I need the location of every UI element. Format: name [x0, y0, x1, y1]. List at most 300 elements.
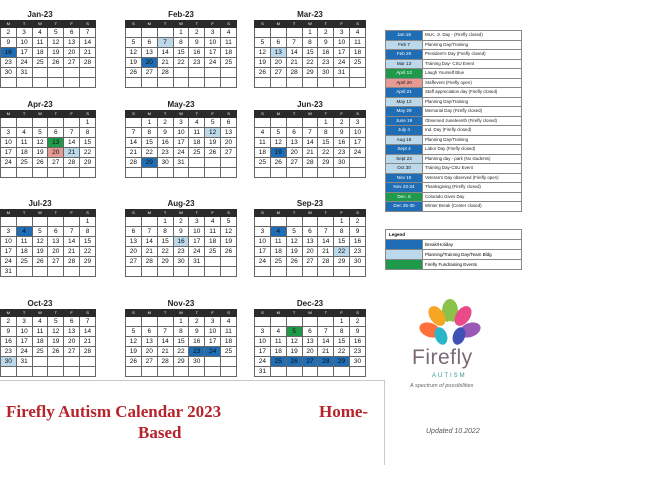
day-cell: 16	[350, 337, 366, 347]
day-cell: 4	[189, 118, 205, 128]
day-cell: 3	[205, 317, 221, 327]
day-cell: 27	[141, 357, 157, 367]
weekday-header: F	[64, 310, 80, 317]
day-cell: 18	[32, 337, 48, 347]
empty-cell	[16, 267, 32, 277]
weekday-header: F	[64, 210, 80, 217]
day-cell: 14	[80, 327, 96, 337]
day-cell: 24	[0, 257, 16, 267]
day-cell: 23	[173, 247, 189, 257]
weekday-header: M	[0, 21, 16, 28]
month-title: Jun-23	[297, 100, 323, 109]
empty-cell	[318, 168, 334, 178]
day-cell: 15	[334, 337, 350, 347]
empty-cell	[80, 267, 96, 277]
day-cell: 23	[350, 247, 366, 257]
events-table	[385, 30, 522, 212]
day-cell: 11	[16, 237, 32, 247]
empty-cell	[80, 367, 96, 377]
empty-cell	[80, 68, 96, 78]
day-cell: 10	[0, 237, 16, 247]
event-date: Feb 7	[386, 40, 423, 50]
weekday-header: F	[205, 21, 221, 28]
empty-cell	[0, 168, 16, 178]
weekday-header: W	[173, 310, 189, 317]
weekday-header: S	[350, 111, 366, 118]
empty-cell	[270, 118, 286, 128]
weekday-header: S	[350, 210, 366, 217]
empty-cell	[32, 78, 48, 88]
empty-cell	[255, 267, 271, 277]
day-cell: 26	[255, 68, 271, 78]
weekday-header: W	[173, 111, 189, 118]
empty-cell	[270, 217, 286, 227]
day-cell: 9	[157, 128, 173, 138]
day-cell: 19	[286, 247, 302, 257]
event-text: Staffevent (Firefly open)	[423, 78, 522, 88]
day-cell: 8	[334, 327, 350, 337]
empty-cell	[157, 28, 173, 38]
empty-cell	[32, 267, 48, 277]
day-cell: 2	[350, 217, 366, 227]
day-cell: 25	[270, 357, 286, 367]
day-cell: 29	[318, 158, 334, 168]
empty-cell	[48, 367, 64, 377]
day-cell: 22	[334, 347, 350, 357]
day-cell: 10	[189, 227, 205, 237]
empty-cell	[16, 367, 32, 377]
weekday-header: T	[16, 310, 32, 317]
day-cell: 15	[157, 237, 173, 247]
day-cell: 28	[141, 257, 157, 267]
day-cell: 23	[189, 58, 205, 68]
empty-cell	[255, 118, 271, 128]
empty-cell	[221, 367, 237, 377]
day-cell: 7	[141, 227, 157, 237]
event-row	[386, 40, 522, 50]
weekday-header: T	[16, 210, 32, 217]
empty-cell	[350, 168, 366, 178]
empty-cell	[286, 28, 302, 38]
empty-cell	[126, 118, 142, 128]
weekday-header: S	[221, 210, 237, 217]
day-cell: 1	[141, 118, 157, 128]
empty-cell	[141, 168, 157, 178]
day-cell: 31	[189, 257, 205, 267]
day-cell: 11	[255, 138, 271, 148]
legend-table	[385, 229, 522, 270]
day-cell: 25	[221, 347, 237, 357]
day-cell: 6	[286, 128, 302, 138]
day-cell: 25	[16, 257, 32, 267]
day-cell: 3	[205, 28, 221, 38]
empty-cell	[141, 317, 157, 327]
empty-cell	[350, 267, 366, 277]
day-cell: 22	[173, 58, 189, 68]
event-row	[386, 31, 522, 41]
day-cell: 7	[80, 317, 96, 327]
weekday-header: S	[350, 310, 366, 317]
empty-cell	[48, 68, 64, 78]
day-cell: 7	[64, 128, 80, 138]
day-cell: 20	[286, 148, 302, 158]
event-date: May 29	[386, 107, 423, 117]
weekday-header: S	[350, 21, 366, 28]
weekday-header: T	[48, 111, 64, 118]
empty-cell	[64, 68, 80, 78]
day-cell: 18	[221, 48, 237, 58]
day-cell: 26	[221, 247, 237, 257]
day-cell: 21	[318, 247, 334, 257]
day-cell: 18	[16, 247, 32, 257]
empty-cell	[255, 28, 271, 38]
day-cell: 17	[0, 148, 16, 158]
day-cell: 5	[286, 227, 302, 237]
day-cell: 9	[189, 327, 205, 337]
day-cell: 2	[0, 317, 16, 327]
day-cell: 20	[270, 58, 286, 68]
day-cell: 28	[64, 257, 80, 267]
day-cell: 21	[286, 58, 302, 68]
day-cell: 19	[255, 58, 271, 68]
brand-sub: AUTISM	[432, 373, 467, 379]
weekday-header: T	[16, 21, 32, 28]
day-cell: 8	[141, 128, 157, 138]
day-cell: 18	[270, 347, 286, 357]
empty-cell	[141, 217, 157, 227]
day-cell: 17	[255, 247, 271, 257]
weekday-header: M	[270, 21, 286, 28]
event-date: Dec 25-30	[386, 202, 423, 212]
weekday-header: T	[189, 21, 205, 28]
day-cell: 5	[270, 128, 286, 138]
day-cell: 5	[286, 327, 302, 337]
day-cell: 2	[0, 28, 16, 38]
day-cell: 21	[80, 48, 96, 58]
day-cell: 28	[286, 68, 302, 78]
day-cell: 26	[32, 257, 48, 267]
month-title: Nov-23	[167, 299, 195, 308]
day-cell: 10	[205, 327, 221, 337]
empty-cell	[48, 267, 64, 277]
weekday-header: T	[318, 111, 334, 118]
event-date: Dec. 5	[386, 192, 423, 202]
day-cell: 20	[302, 247, 318, 257]
day-cell: 19	[205, 138, 221, 148]
weekday-header: F	[334, 310, 350, 317]
weekday-header: S	[80, 210, 96, 217]
day-cell: 20	[48, 148, 64, 158]
empty-cell	[141, 367, 157, 377]
event-row	[386, 202, 522, 212]
day-cell: 3	[189, 217, 205, 227]
empty-cell	[126, 267, 142, 277]
empty-cell	[270, 367, 286, 377]
weekday-header: S	[126, 111, 142, 118]
empty-cell	[221, 357, 237, 367]
empty-cell	[141, 267, 157, 277]
day-cell: 31	[16, 68, 32, 78]
event-date: Nov 10	[386, 173, 423, 183]
day-cell: 3	[255, 227, 271, 237]
day-cell: 14	[286, 48, 302, 58]
day-cell: 28	[64, 158, 80, 168]
empty-cell	[173, 168, 189, 178]
weekday-header: F	[64, 111, 80, 118]
legend-label: Firefly Fundraising Events	[423, 260, 522, 270]
event-date: June 19	[386, 116, 423, 126]
day-cell: 9	[189, 38, 205, 48]
day-cell: 28	[157, 68, 173, 78]
day-cell: 19	[286, 347, 302, 357]
day-cell: 2	[318, 28, 334, 38]
event-date: Mar 13	[386, 59, 423, 69]
empty-cell	[157, 78, 173, 88]
day-cell: 6	[126, 227, 142, 237]
day-cell: 17	[205, 337, 221, 347]
day-cell: 8	[334, 227, 350, 237]
month-calendar	[125, 199, 237, 277]
day-cell: 11	[32, 38, 48, 48]
empty-cell	[302, 217, 318, 227]
weekday-header: M	[270, 111, 286, 118]
event-text: Ind. Day (Firefly closed)	[423, 126, 522, 136]
day-cell: 4	[16, 227, 32, 237]
day-cell: 27	[302, 257, 318, 267]
day-cell: 1	[80, 217, 96, 227]
empty-cell	[16, 217, 32, 227]
empty-cell	[64, 267, 80, 277]
month-title: May-23	[167, 100, 195, 109]
day-cell: 22	[173, 347, 189, 357]
month-title: Apr-23	[27, 100, 53, 109]
event-text: Staff appreciation day (Firefly closed)	[423, 88, 522, 98]
day-cell: 16	[189, 337, 205, 347]
empty-cell	[64, 118, 80, 128]
empty-cell	[189, 68, 205, 78]
day-cell: 20	[64, 48, 80, 58]
event-date: July 4	[386, 126, 423, 136]
day-cell: 15	[318, 138, 334, 148]
empty-cell	[221, 78, 237, 88]
event-text: Planning Day/Training	[423, 40, 522, 50]
empty-cell	[286, 78, 302, 88]
empty-cell	[126, 78, 142, 88]
day-cell: 7	[157, 327, 173, 337]
day-cell: 12	[32, 138, 48, 148]
day-cell: 29	[80, 257, 96, 267]
day-cell: 26	[286, 257, 302, 267]
day-cell: 24	[173, 148, 189, 158]
day-cell: 13	[141, 48, 157, 58]
weekday-header: S	[126, 310, 142, 317]
day-cell: 26	[48, 347, 64, 357]
day-cell: 14	[302, 138, 318, 148]
empty-cell	[32, 168, 48, 178]
day-cell: 26	[48, 58, 64, 68]
day-cell: 5	[32, 227, 48, 237]
weekday-header: T	[157, 111, 173, 118]
day-cell: 17	[334, 48, 350, 58]
day-cell: 26	[126, 357, 142, 367]
day-cell: 14	[318, 237, 334, 247]
day-cell: 12	[270, 138, 286, 148]
day-cell: 14	[318, 337, 334, 347]
month-calendar	[125, 299, 237, 377]
day-cell: 11	[270, 237, 286, 247]
weekday-header: M	[0, 210, 16, 217]
title-part-2: Home-	[319, 402, 369, 421]
day-cell: 21	[318, 347, 334, 357]
weekday-header: S	[80, 310, 96, 317]
day-cell: 24	[255, 257, 271, 267]
day-cell: 23	[0, 58, 16, 68]
event-text: MLK, Jr. Day - (Firefly closed)	[423, 31, 522, 41]
day-cell: 10	[16, 38, 32, 48]
empty-cell	[0, 217, 16, 227]
weekday-header: M	[0, 111, 16, 118]
day-cell: 29	[80, 158, 96, 168]
day-cell: 23	[318, 58, 334, 68]
empty-cell	[205, 168, 221, 178]
empty-cell	[173, 267, 189, 277]
empty-cell	[189, 267, 205, 277]
day-cell: 16	[189, 48, 205, 58]
day-cell: 2	[189, 28, 205, 38]
empty-cell	[189, 78, 205, 88]
day-cell: 17	[350, 138, 366, 148]
weekday-header: S	[126, 21, 142, 28]
empty-cell	[16, 118, 32, 128]
empty-cell	[64, 217, 80, 227]
weekday-header: F	[205, 310, 221, 317]
day-cell: 7	[64, 227, 80, 237]
weekday-header: T	[189, 310, 205, 317]
day-cell: 8	[173, 38, 189, 48]
title-box	[0, 380, 385, 465]
day-cell: 10	[334, 38, 350, 48]
event-date: Jan 16	[386, 31, 423, 41]
empty-cell	[32, 217, 48, 227]
day-cell: 7	[318, 327, 334, 337]
day-cell: 11	[221, 327, 237, 337]
day-cell: 20	[64, 337, 80, 347]
day-cell: 1	[173, 28, 189, 38]
empty-cell	[64, 78, 80, 88]
day-cell: 12	[48, 327, 64, 337]
day-cell: 21	[80, 337, 96, 347]
day-cell: 28	[318, 357, 334, 367]
weekday-header: W	[32, 21, 48, 28]
day-cell: 8	[173, 327, 189, 337]
weekday-header: W	[32, 310, 48, 317]
day-cell: 8	[157, 227, 173, 237]
empty-cell	[350, 78, 366, 88]
empty-cell	[221, 257, 237, 267]
day-cell: 4	[350, 28, 366, 38]
day-cell: 30	[334, 158, 350, 168]
empty-cell	[173, 78, 189, 88]
day-cell: 16	[0, 48, 16, 58]
empty-cell	[302, 168, 318, 178]
empty-cell	[205, 158, 221, 168]
day-cell: 17	[16, 337, 32, 347]
day-cell: 20	[48, 247, 64, 257]
day-cell: 22	[318, 148, 334, 158]
day-cell: 21	[157, 347, 173, 357]
empty-cell	[255, 317, 271, 327]
empty-cell	[16, 78, 32, 88]
event-text: Observed Juneteenth (Firefly closed)	[423, 116, 522, 126]
day-cell: 4	[16, 128, 32, 138]
day-cell: 4	[221, 28, 237, 38]
empty-cell	[141, 78, 157, 88]
empty-cell	[318, 267, 334, 277]
empty-cell	[126, 168, 142, 178]
event-text: Laugh Yourself Blue	[423, 69, 522, 79]
event-text: President's Day (Firefly closed)	[423, 50, 522, 60]
day-cell: 27	[270, 68, 286, 78]
day-cell: 6	[48, 128, 64, 138]
day-cell: 9	[173, 227, 189, 237]
day-cell: 12	[126, 48, 142, 58]
event-text: Veteran's Day observed (Firefly open)	[423, 173, 522, 183]
day-cell: 29	[334, 257, 350, 267]
day-cell: 31	[334, 68, 350, 78]
empty-cell	[32, 367, 48, 377]
day-cell: 24	[255, 357, 271, 367]
empty-cell	[48, 78, 64, 88]
event-row	[386, 107, 522, 117]
month-calendar	[254, 299, 366, 377]
weekday-header: T	[286, 310, 302, 317]
day-cell: 24	[205, 58, 221, 68]
day-cell: 26	[205, 148, 221, 158]
day-cell: 25	[32, 58, 48, 68]
event-row	[386, 69, 522, 79]
day-cell: 12	[286, 337, 302, 347]
empty-cell	[157, 168, 173, 178]
day-cell: 29	[302, 68, 318, 78]
day-cell: 15	[334, 237, 350, 247]
empty-cell	[221, 68, 237, 78]
day-cell: 3	[255, 327, 271, 337]
empty-cell	[286, 118, 302, 128]
empty-cell	[302, 367, 318, 377]
weekday-header: W	[173, 210, 189, 217]
day-cell: 21	[64, 247, 80, 257]
day-cell: 6	[64, 317, 80, 327]
event-date: Sept 22	[386, 154, 423, 164]
empty-cell	[48, 168, 64, 178]
day-cell: 25	[32, 347, 48, 357]
event-row	[386, 78, 522, 88]
day-cell: 9	[350, 327, 366, 337]
legend-swatch	[386, 260, 423, 270]
day-cell: 14	[64, 138, 80, 148]
weekday-header: T	[189, 210, 205, 217]
empty-cell	[126, 367, 142, 377]
empty-cell	[350, 158, 366, 168]
event-date: Sept 4	[386, 145, 423, 155]
day-cell: 24	[205, 347, 221, 357]
empty-cell	[157, 267, 173, 277]
day-cell: 11	[221, 38, 237, 48]
title-part-3: Based	[138, 423, 182, 442]
day-cell: 31	[16, 357, 32, 367]
day-cell: 7	[126, 128, 142, 138]
day-cell: 23	[0, 347, 16, 357]
